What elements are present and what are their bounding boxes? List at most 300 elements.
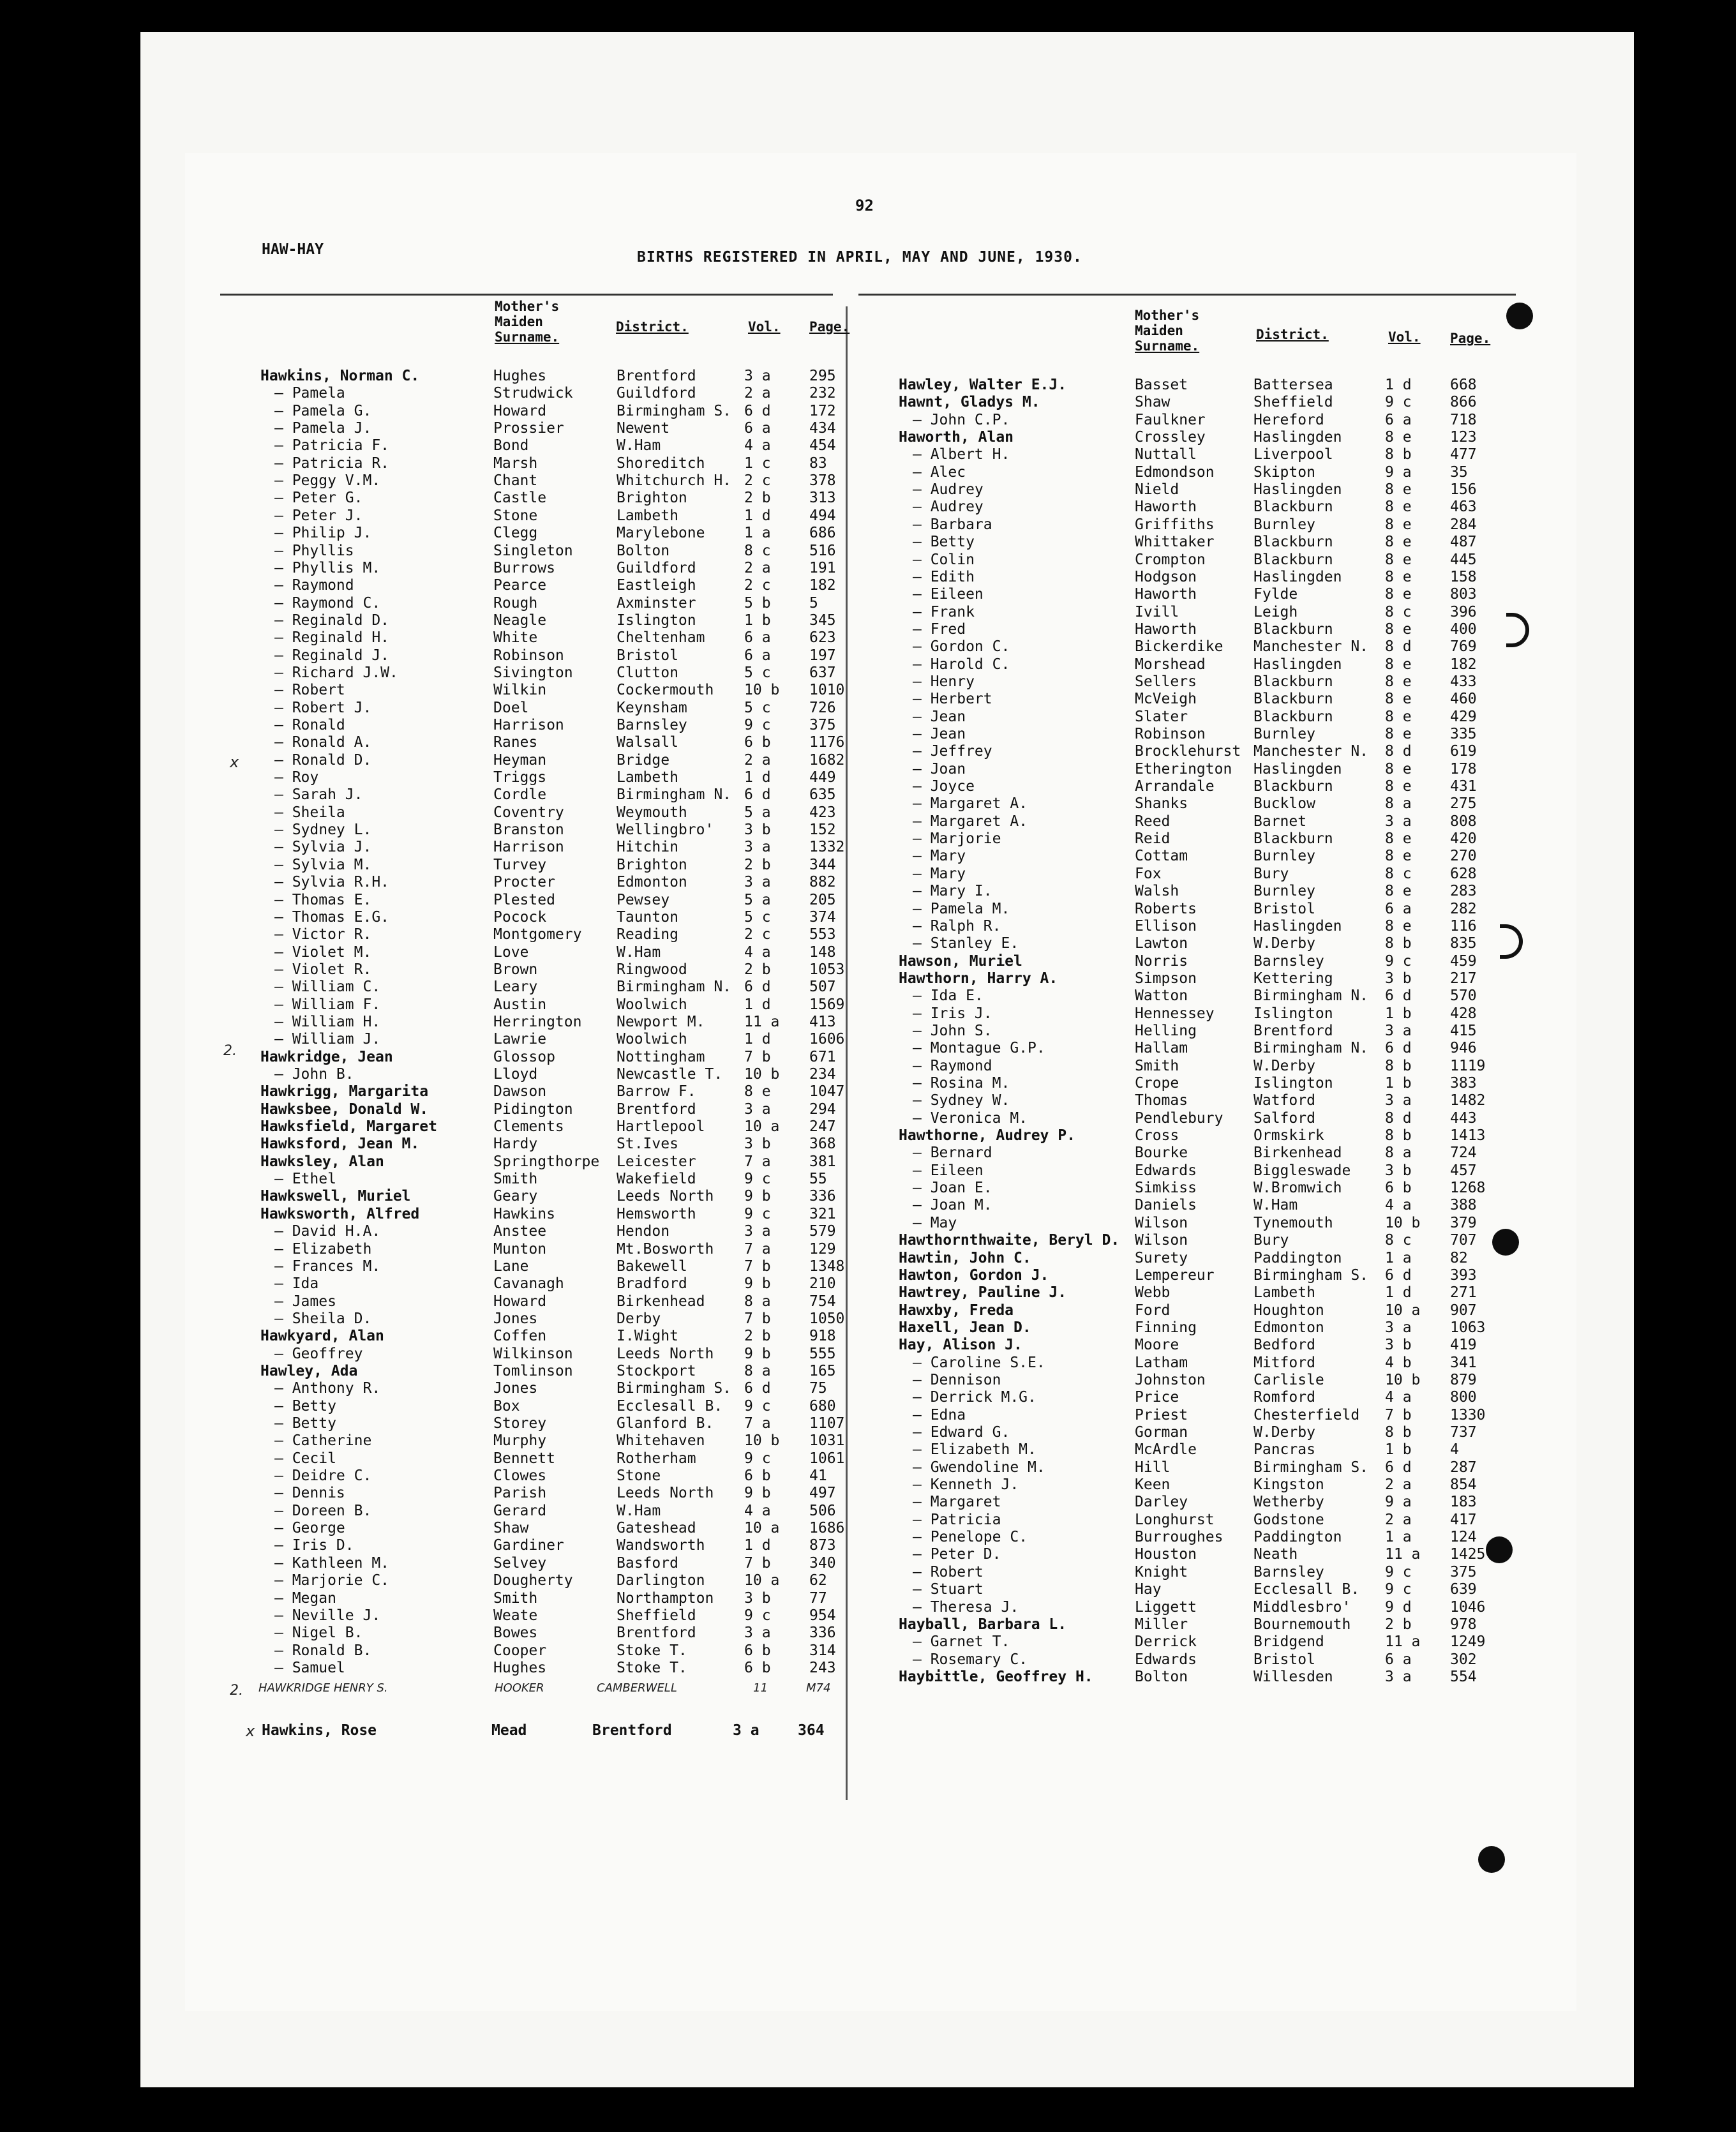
district: Wandsworth bbox=[617, 1537, 705, 1554]
district: Reading bbox=[617, 926, 678, 943]
entry-name: — Edith bbox=[913, 568, 975, 585]
district: Neath bbox=[1253, 1546, 1298, 1563]
mother-maiden-surname: Smith bbox=[493, 1589, 538, 1607]
mother-maiden-surname: Ford bbox=[1135, 1302, 1171, 1319]
district: Whitchurch H. bbox=[617, 472, 732, 490]
mother-maiden-surname: Gorman bbox=[1135, 1424, 1188, 1441]
page-ref: 978 bbox=[1450, 1616, 1477, 1633]
district: Blackburn bbox=[1253, 830, 1333, 848]
entry-name: — Harold C. bbox=[913, 656, 1010, 673]
volume: 7 b bbox=[1385, 1406, 1412, 1423]
page-ref: 1425 bbox=[1450, 1546, 1486, 1563]
volume: 9 d bbox=[1385, 1598, 1412, 1616]
volume: 11 a bbox=[1385, 1633, 1421, 1651]
district: Islington bbox=[1253, 1075, 1333, 1092]
entry-name: Hayball, Barbara L. bbox=[899, 1616, 1067, 1633]
handwritten-mark-2: 2. bbox=[223, 1043, 237, 1059]
entry-name: — Sylvia R.H. bbox=[274, 874, 390, 891]
volume: 6 a bbox=[744, 420, 771, 437]
mother-maiden-surname: Brocklehurst bbox=[1135, 743, 1241, 760]
entry-name: — Ida E. bbox=[913, 987, 984, 1005]
mother-maiden-surname: Lempereur bbox=[1135, 1266, 1215, 1284]
entry-name: — Pamela M. bbox=[913, 900, 1010, 917]
mother-maiden-surname: Cordle bbox=[493, 786, 547, 804]
district: W.Derby bbox=[1253, 1057, 1315, 1074]
mother-maiden-surname: Liggett bbox=[1135, 1598, 1197, 1616]
page-ref: 718 bbox=[1450, 411, 1477, 428]
district: Stockport bbox=[617, 1362, 696, 1379]
district: Haslingden bbox=[1253, 568, 1342, 585]
page-ref: 1332 bbox=[809, 839, 845, 856]
volume: 2 a bbox=[744, 385, 771, 402]
entry-name: — Fred bbox=[913, 620, 966, 638]
district: Middlesbro' bbox=[1253, 1598, 1351, 1616]
page-ref: 570 bbox=[1450, 987, 1477, 1005]
mother-maiden-surname: White bbox=[493, 629, 538, 647]
volume: 1 d bbox=[1385, 377, 1412, 393]
entry-name: — Phyllis bbox=[274, 542, 354, 559]
mother-maiden-surname: Norris bbox=[1135, 952, 1188, 970]
volume: 8 e bbox=[1385, 429, 1412, 446]
page-ref: 182 bbox=[1450, 656, 1477, 673]
mother-maiden-surname: Thomas bbox=[1135, 1092, 1188, 1109]
volume: 8 b bbox=[1385, 1424, 1412, 1441]
district: Blackburn bbox=[1253, 691, 1333, 708]
page-ref: 639 bbox=[1450, 1581, 1477, 1598]
mother-maiden-surname: Springthorpe bbox=[493, 1153, 600, 1170]
entry-name: Hawkyard, Alan bbox=[260, 1328, 384, 1345]
mother-maiden-surname: Edwards bbox=[1135, 1651, 1197, 1668]
volume: 6 d bbox=[744, 786, 771, 804]
entry-name: — Megan bbox=[274, 1589, 336, 1607]
district: W.Derby bbox=[1253, 935, 1315, 952]
volume: 8 b bbox=[1385, 446, 1412, 463]
entry-name: — William F. bbox=[274, 996, 381, 1013]
volume: 3 b bbox=[1385, 1337, 1412, 1354]
mother-maiden-surname: Jones bbox=[493, 1380, 538, 1397]
entry-name: — Rosina M. bbox=[913, 1075, 1010, 1092]
page-ref: 275 bbox=[1450, 795, 1477, 813]
entry-name: — Ida bbox=[274, 1275, 319, 1293]
page-ref: 41 bbox=[809, 1468, 827, 1485]
mother-maiden-surname: Tomlinson bbox=[493, 1362, 573, 1379]
entry-name: — Richard J.W. bbox=[274, 664, 398, 681]
hw-volume: 11 bbox=[753, 1681, 768, 1695]
district: W.Ham bbox=[1253, 1197, 1298, 1214]
volume: 7 a bbox=[744, 1415, 771, 1432]
entry-name: — Ronald D. bbox=[274, 751, 372, 769]
mother-maiden-surname: Procter bbox=[493, 874, 555, 891]
volume: 8 e bbox=[1385, 586, 1412, 603]
page-ref: 449 bbox=[809, 769, 836, 786]
page-ref: 345 bbox=[809, 612, 836, 629]
volume: 3 a bbox=[1385, 1319, 1412, 1336]
district: Whitehaven bbox=[617, 1432, 705, 1450]
entry-name: — Alec bbox=[913, 463, 966, 481]
entry-name: — Thomas E.G. bbox=[274, 908, 390, 926]
entry-name: — Thomas E. bbox=[274, 891, 372, 908]
handwritten-mark-2: 2. bbox=[230, 1683, 243, 1699]
entry-name: — Derrick M.G. bbox=[913, 1389, 1036, 1406]
volume: 7 b bbox=[744, 1048, 771, 1065]
entry-name: — Patricia F. bbox=[274, 437, 390, 454]
volume: 6 a bbox=[1385, 900, 1412, 917]
volume: 8 e bbox=[1385, 499, 1412, 516]
page-ref: 313 bbox=[809, 490, 836, 507]
entry-name: — Joan M. bbox=[913, 1197, 992, 1214]
right-header-surname bbox=[1135, 308, 1199, 354]
entry-name: — Geoffrey bbox=[274, 1345, 363, 1362]
district: Birmingham N. bbox=[617, 979, 732, 996]
page-ref: 873 bbox=[809, 1537, 836, 1554]
district: Sheffield bbox=[1253, 394, 1333, 411]
hw-mother-surname: HOOKER bbox=[495, 1681, 544, 1695]
page-ref: 182 bbox=[809, 577, 836, 594]
district: Hemsworth bbox=[617, 1205, 696, 1222]
mother-maiden-surname: Sellers bbox=[1135, 673, 1197, 690]
volume: 1 d bbox=[1385, 1284, 1412, 1302]
punch-hole bbox=[1478, 1846, 1505, 1873]
volume: 1 d bbox=[744, 996, 771, 1013]
volume: 8 e bbox=[744, 1083, 771, 1100]
volume: 8 e bbox=[1385, 830, 1412, 848]
volume: 5 a bbox=[744, 804, 771, 821]
page-ref: 284 bbox=[1450, 516, 1477, 533]
volume: 8 d bbox=[1385, 1109, 1412, 1127]
volume: 8 b bbox=[1385, 1057, 1412, 1074]
entry-name: — Pamela G. bbox=[274, 402, 372, 419]
entry-name: — Audrey bbox=[913, 499, 984, 516]
mother-maiden-surname: Lane bbox=[493, 1257, 529, 1275]
page-ref: 907 bbox=[1450, 1302, 1477, 1319]
entry-name: Hawtrey, Pauline J. bbox=[899, 1284, 1067, 1302]
district: Blackburn bbox=[1253, 708, 1333, 725]
mother-maiden-surname: Walsh bbox=[1135, 883, 1179, 900]
page-ref: 454 bbox=[809, 437, 836, 454]
district: Paddington bbox=[1253, 1249, 1342, 1266]
mother-maiden-surname: Harrison bbox=[493, 717, 564, 733]
mother-maiden-surname: Sivington bbox=[493, 664, 573, 681]
district: Ormskirk bbox=[1253, 1127, 1324, 1145]
entry-name: — Reginald J. bbox=[274, 647, 390, 664]
mother-maiden-surname: Clegg bbox=[493, 525, 538, 542]
volume: 3 b bbox=[744, 1589, 771, 1607]
entry-name: Hawkswell, Muriel bbox=[260, 1188, 411, 1205]
mother-maiden-surname: Lloyd bbox=[493, 1066, 538, 1083]
entry-name: — Iris D. bbox=[274, 1537, 354, 1554]
volume: 3 b bbox=[1385, 1162, 1412, 1179]
entry-name: Hawtin, John C. bbox=[899, 1249, 1031, 1266]
district: Burnley bbox=[1253, 726, 1315, 742]
page-ref: 232 bbox=[809, 385, 836, 402]
volume: 8 e bbox=[1385, 708, 1412, 725]
page-ref: 1606 bbox=[809, 1031, 845, 1048]
district: Leicester bbox=[617, 1153, 696, 1170]
district: Birmingham N. bbox=[617, 786, 732, 804]
volume: 1 b bbox=[744, 612, 771, 629]
page-ref: 344 bbox=[809, 856, 836, 873]
page-ref: 124 bbox=[1450, 1529, 1477, 1546]
page-ref: 295 bbox=[809, 368, 836, 384]
district: Bolton bbox=[617, 542, 670, 559]
entry-name: — Henry bbox=[913, 673, 975, 690]
page-ref: 396 bbox=[1450, 603, 1477, 620]
page-ref: 381 bbox=[809, 1153, 836, 1170]
volume: 10 b bbox=[1385, 1214, 1421, 1231]
district: Leeds North bbox=[617, 1345, 714, 1362]
district: Blackburn bbox=[1253, 534, 1333, 551]
volume: 11 a bbox=[1385, 1546, 1421, 1563]
volume: 3 a bbox=[744, 1100, 771, 1118]
mother-maiden-surname: Wilkin bbox=[493, 682, 547, 699]
page-ref: 1119 bbox=[1450, 1057, 1486, 1074]
mother-maiden-surname: Leary bbox=[493, 979, 538, 996]
volume: 8 e bbox=[1385, 673, 1412, 690]
district: Godstone bbox=[1253, 1511, 1324, 1528]
volume: 8 e bbox=[1385, 551, 1412, 568]
page-ref: 463 bbox=[1450, 499, 1477, 516]
mother-maiden-surname: Arrandale bbox=[1135, 778, 1215, 795]
entry-name: Hawkrigg, Margarita bbox=[260, 1083, 429, 1100]
entry-name: Hawthorn, Harry A. bbox=[899, 970, 1058, 987]
volume: 6 a bbox=[1385, 411, 1412, 428]
district: Barrow F. bbox=[617, 1083, 696, 1100]
entry-name: — Joan E. bbox=[913, 1180, 992, 1197]
mother-maiden-surname: Edwards bbox=[1135, 1162, 1197, 1179]
district: Paddington bbox=[1253, 1529, 1342, 1546]
volume: 2 b bbox=[744, 961, 771, 978]
header-text: Surname. bbox=[1135, 338, 1200, 354]
district: Weymouth bbox=[617, 804, 687, 821]
volume: 8 c bbox=[1385, 603, 1412, 620]
entry-name: — Sydney L. bbox=[274, 822, 372, 839]
mother-maiden-surname: Reed bbox=[1135, 813, 1171, 830]
volume: 3 a bbox=[1385, 1668, 1412, 1685]
punch-hole bbox=[1486, 1536, 1513, 1563]
entry-name: — Frank bbox=[913, 603, 975, 620]
district: Brentford bbox=[617, 368, 696, 384]
mother-maiden-surname: Jones bbox=[493, 1310, 538, 1327]
entry-name: — Joan bbox=[913, 760, 966, 777]
page-ref: 420 bbox=[1450, 830, 1477, 848]
page-ref: 283 bbox=[1450, 883, 1477, 900]
mother-maiden-surname: Burrows bbox=[493, 559, 555, 576]
page-ref: 497 bbox=[809, 1485, 836, 1502]
mother-maiden-surname: Love bbox=[493, 943, 529, 961]
mother-maiden-surname: Gerard bbox=[493, 1502, 547, 1519]
district: Stone bbox=[617, 1468, 661, 1485]
volume: 6 d bbox=[1385, 1266, 1412, 1284]
page-ref: 443 bbox=[1450, 1109, 1477, 1127]
mother-maiden-surname: Hawkins bbox=[493, 1205, 555, 1222]
mother-maiden-surname: Priest bbox=[1135, 1406, 1188, 1423]
entry-name: Hawksford, Jean M. bbox=[260, 1136, 420, 1153]
page-ref: 507 bbox=[809, 979, 836, 996]
district: W.Ham bbox=[617, 1502, 661, 1519]
volume: 9 a bbox=[1385, 1494, 1412, 1511]
page-ref: 487 bbox=[1450, 534, 1477, 551]
mother-maiden-surname: Keen bbox=[1135, 1476, 1171, 1494]
page-ref: 1047 bbox=[809, 1083, 845, 1100]
entry-name: Hawksworth, Alfred bbox=[260, 1205, 420, 1222]
district: Brighton bbox=[617, 856, 687, 873]
page-ref: 152 bbox=[809, 822, 836, 839]
entry-name: — Colin bbox=[913, 551, 975, 568]
page-ref: 1268 bbox=[1450, 1180, 1486, 1197]
entry-name: — Philip J. bbox=[274, 525, 372, 542]
entry-name: — Robert bbox=[274, 682, 345, 699]
entry-name: — Montague G.P. bbox=[913, 1040, 1045, 1057]
volume: 7 b bbox=[744, 1554, 771, 1572]
mother-maiden-surname: Lawrie bbox=[493, 1031, 547, 1048]
district: Nottingham bbox=[617, 1048, 705, 1065]
mother-maiden-surname: Bourke bbox=[1135, 1145, 1188, 1162]
page-ref: 156 bbox=[1450, 481, 1477, 499]
register-page bbox=[185, 153, 1576, 2011]
page-ref: 428 bbox=[1450, 1005, 1477, 1022]
entry-name: — Raymond bbox=[274, 577, 354, 594]
handwritten-mark-x: x bbox=[230, 753, 239, 771]
entry-name: — Margaret bbox=[913, 1494, 1001, 1511]
district: Islington bbox=[617, 612, 696, 629]
page-ref: 271 bbox=[1450, 1284, 1477, 1302]
right-header-district: District. bbox=[1256, 327, 1329, 342]
entry-name: — Ethel bbox=[274, 1171, 336, 1188]
district: Blackburn bbox=[1253, 551, 1333, 568]
mother-maiden-surname: Rough bbox=[493, 594, 538, 612]
mother-maiden-surname: Prossier bbox=[493, 420, 564, 437]
district: Leeds North bbox=[617, 1485, 714, 1502]
volume: 2 b bbox=[744, 1328, 771, 1345]
district: Wetherby bbox=[1253, 1494, 1324, 1511]
volume: 6 b bbox=[744, 734, 771, 751]
district: Guildford bbox=[617, 559, 696, 576]
volume: 2 a bbox=[1385, 1511, 1412, 1528]
mother-maiden-surname: Bond bbox=[493, 437, 529, 454]
volume: 1 d bbox=[744, 1537, 771, 1554]
page-ref: 637 bbox=[809, 664, 836, 681]
page-ref: 879 bbox=[1450, 1371, 1477, 1388]
volume: 9 c bbox=[1385, 952, 1412, 970]
mother-maiden-surname: Strudwick bbox=[493, 385, 573, 402]
page-ref: 800 bbox=[1450, 1389, 1477, 1406]
handwritten-mark-x: x bbox=[246, 1722, 255, 1740]
district: W.Ham bbox=[617, 943, 661, 961]
volume: 1 d bbox=[744, 769, 771, 786]
mother-maiden-surname: Bowes bbox=[493, 1625, 538, 1642]
volume: 1 c bbox=[744, 454, 771, 472]
district: Wakefield bbox=[617, 1171, 696, 1188]
page-ref: 619 bbox=[1450, 743, 1477, 760]
entry-name: — Sarah J. bbox=[274, 786, 363, 804]
entry-name: — William J. bbox=[274, 1031, 381, 1048]
entry-name: — Cecil bbox=[274, 1450, 336, 1467]
mother-maiden-surname: Munton bbox=[493, 1240, 547, 1257]
mother-maiden-surname: Derrick bbox=[1135, 1633, 1197, 1651]
entry-name: — Stanley E. bbox=[913, 935, 1019, 952]
district: Newent bbox=[617, 420, 670, 437]
volume: 9 c bbox=[1385, 1581, 1412, 1598]
page-ref: 1176 bbox=[809, 734, 845, 751]
volume: 8 c bbox=[744, 542, 771, 559]
volume: 1 b bbox=[1385, 1075, 1412, 1092]
district: Keynsham bbox=[617, 699, 687, 716]
page-ref: 417 bbox=[1450, 1511, 1477, 1528]
mother-maiden-surname: Cavanagh bbox=[493, 1275, 564, 1293]
entry-name: — Dennis bbox=[274, 1485, 345, 1502]
mother-maiden-surname: Slater bbox=[1135, 708, 1188, 725]
volume: 2 c bbox=[744, 577, 771, 594]
volume: 6 b bbox=[1385, 1180, 1412, 1197]
volume: 10 a bbox=[1385, 1302, 1421, 1319]
district: Burnley bbox=[1253, 883, 1315, 900]
entry-name: — Mary bbox=[913, 865, 966, 882]
page-ref: 494 bbox=[809, 507, 836, 524]
volume: 3 a bbox=[744, 839, 771, 856]
entry-name: — John B. bbox=[274, 1066, 354, 1083]
volume: 7 a bbox=[744, 1240, 771, 1257]
mother-maiden-surname: Hennessey bbox=[1135, 1005, 1215, 1022]
volume: 3 a bbox=[733, 1722, 760, 1739]
page-ref: 1053 bbox=[809, 961, 845, 978]
district: Bucklow bbox=[1253, 795, 1315, 813]
page-ref: 375 bbox=[1450, 1563, 1477, 1580]
page-ref: 270 bbox=[1450, 848, 1477, 865]
mother-maiden-surname: Darley bbox=[1135, 1494, 1188, 1511]
mother-maiden-surname: Houston bbox=[1135, 1546, 1197, 1563]
mother-maiden-surname: Shanks bbox=[1135, 795, 1188, 813]
right-header-vol: Vol. bbox=[1388, 329, 1421, 345]
mother-maiden-surname: Doel bbox=[493, 699, 529, 716]
district: Barnet bbox=[1253, 813, 1307, 830]
district: I.Wight bbox=[617, 1328, 678, 1345]
mother-maiden-surname: Hughes bbox=[493, 368, 547, 384]
district: Glanford B. bbox=[617, 1415, 714, 1432]
page-ref: 1569 bbox=[809, 996, 845, 1013]
page-ref: 434 bbox=[809, 420, 836, 437]
mother-maiden-surname: Ivill bbox=[1135, 603, 1179, 620]
volume: 9 c bbox=[744, 1171, 771, 1188]
entry-name: — Patricia bbox=[913, 1511, 1001, 1528]
volume: 9 c bbox=[744, 1397, 771, 1415]
page-ref: 4 bbox=[1450, 1441, 1459, 1459]
page-ref: 375 bbox=[809, 717, 836, 733]
entry-name: — Stuart bbox=[913, 1581, 984, 1598]
entry-name: Haworth, Alan bbox=[899, 429, 1014, 446]
mother-maiden-surname: Pendlebury bbox=[1135, 1109, 1223, 1127]
page-ref: 1063 bbox=[1450, 1319, 1486, 1336]
page-ref: 400 bbox=[1450, 620, 1477, 638]
page-ref: 433 bbox=[1450, 673, 1477, 690]
entry-name: — Eileen bbox=[913, 1162, 984, 1179]
page-ref: 77 bbox=[809, 1589, 827, 1607]
volume: 8 a bbox=[1385, 1145, 1412, 1162]
page-ref: 341 bbox=[1450, 1354, 1477, 1371]
district: Hartlepool bbox=[617, 1118, 705, 1136]
entry-name: Hawthornthwaite, Beryl D. bbox=[899, 1232, 1120, 1249]
hw-page: M74 bbox=[806, 1681, 831, 1695]
volume: 9 b bbox=[744, 1275, 771, 1293]
volume: 4 a bbox=[1385, 1389, 1412, 1406]
page-ref: 205 bbox=[809, 891, 836, 908]
district: Ringwood bbox=[617, 961, 687, 978]
page-ref: 726 bbox=[809, 699, 836, 716]
mother-maiden-surname: Simpson bbox=[1135, 970, 1197, 987]
header-rule-right bbox=[858, 294, 1516, 296]
volume: 6 d bbox=[1385, 1040, 1412, 1057]
district: Carlisle bbox=[1253, 1371, 1324, 1388]
volume: 4 a bbox=[744, 437, 771, 454]
